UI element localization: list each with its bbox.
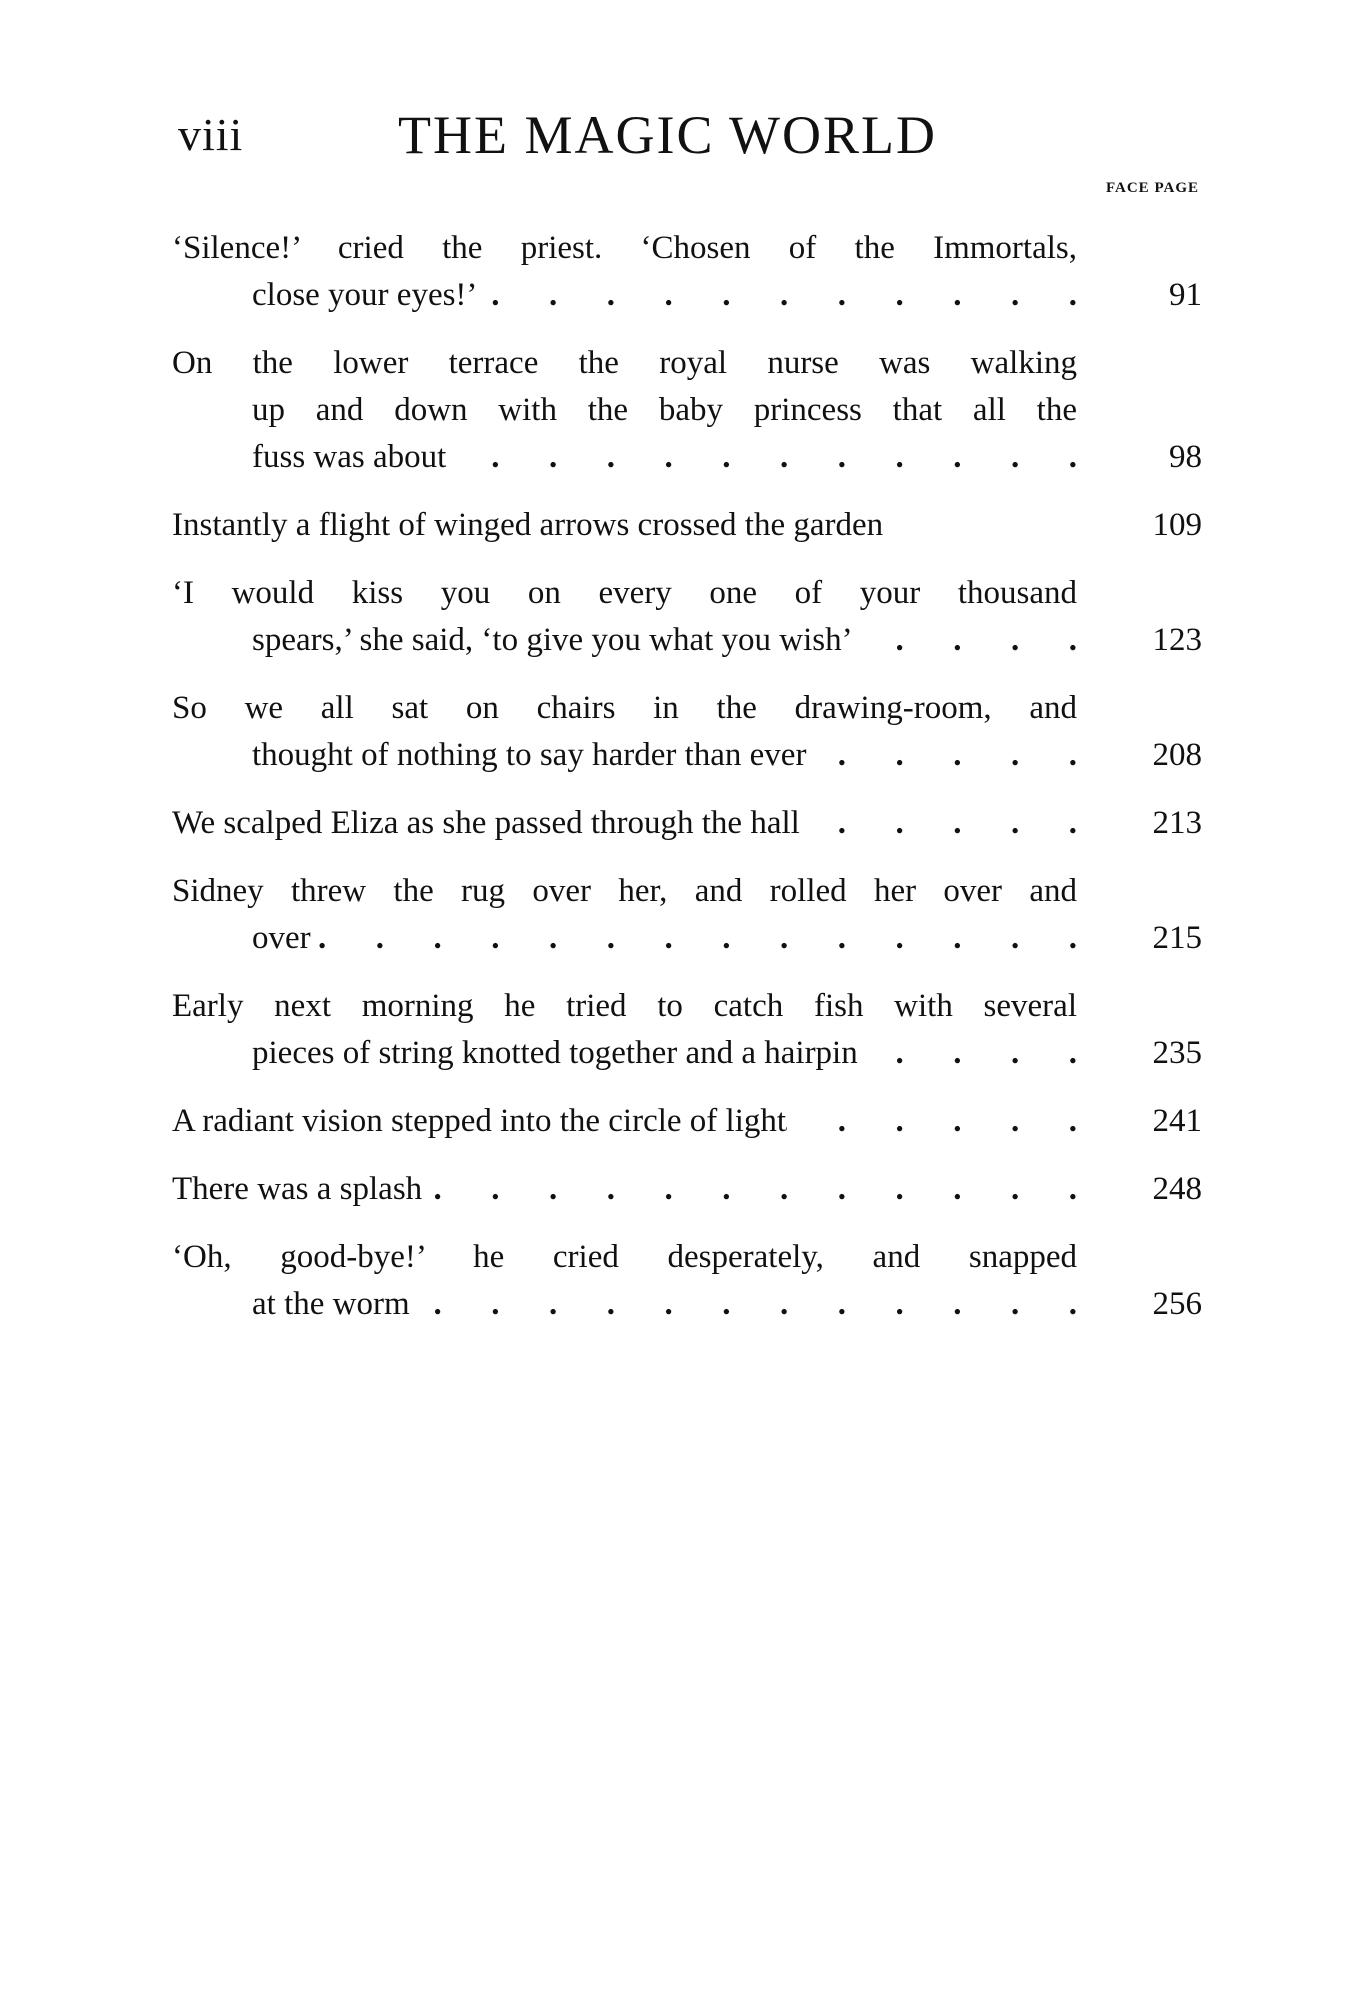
- caption-line: at the worm: [252, 1286, 410, 1322]
- page-reference: 91: [1169, 277, 1202, 313]
- caption-last-line: [172, 800, 1077, 847]
- caption-line: ‘I would kiss you on every one of your thousand: [172, 575, 1077, 611]
- caption-line: ‘Silence!’ cried the priest. ‘Chosen of the Immortals,: [172, 230, 1077, 266]
- caption-line: close your eyes!’: [252, 277, 478, 313]
- dot-leaders: [853, 617, 1077, 664]
- caption-line: Sidney threw the rug over her, and rolled her over and: [172, 873, 1077, 909]
- caption-last-line: [172, 915, 1077, 962]
- list-item: [172, 225, 1202, 319]
- illustration-caption: [172, 225, 1077, 319]
- caption-last-line: [172, 1281, 1077, 1328]
- caption-last-line: [172, 434, 1077, 481]
- illustration-caption: [172, 1098, 1077, 1145]
- list-item: [172, 1098, 1202, 1145]
- page-reference: 109: [1152, 507, 1202, 543]
- list-item: [172, 983, 1202, 1077]
- caption-last-line: [172, 1166, 1077, 1213]
- dot-leaders: [477, 272, 1077, 319]
- caption-line: spears,’ she said, ‘to give you what you wish’: [252, 622, 853, 658]
- caption-last-line: [172, 502, 1077, 549]
- caption-line: thought of nothing to say harder than ever: [252, 737, 807, 773]
- caption-line: We scalped Eliza as she passed through the hall: [172, 805, 800, 841]
- caption-line: Instantly a flight of winged arrows crossed the garden: [172, 507, 884, 543]
- list-item: [172, 1166, 1202, 1213]
- dot-leaders: [858, 1030, 1077, 1077]
- dot-leaders: [786, 1098, 1077, 1145]
- caption-last-line: [172, 1098, 1077, 1145]
- page-reference: 256: [1152, 1286, 1202, 1322]
- list-item: [172, 1234, 1202, 1328]
- caption-line: So we all sat on chairs in the drawing-room, and: [172, 690, 1077, 726]
- page-number: viii: [178, 109, 244, 160]
- list-item: [172, 800, 1202, 847]
- caption-line: fuss was about: [252, 439, 447, 475]
- dot-leaders: [410, 1281, 1077, 1328]
- illustration-caption: [172, 685, 1077, 779]
- running-head-title: THE MAGIC WORLD: [398, 105, 937, 165]
- caption-last-line: [172, 617, 1077, 664]
- illustration-caption: [172, 983, 1077, 1077]
- list-item: [172, 685, 1202, 779]
- caption-line: A radiant vision stepped into the circle of light: [172, 1103, 787, 1139]
- caption-last-line: [172, 272, 1077, 319]
- list-item: [172, 502, 1202, 549]
- page-reference: 98: [1169, 439, 1202, 475]
- illustration-caption: [172, 570, 1077, 664]
- dot-leaders: [422, 1166, 1077, 1213]
- dot-leaders: [800, 800, 1077, 847]
- dot-leaders: [806, 732, 1077, 779]
- caption-line: There was a splash: [172, 1171, 423, 1207]
- caption-line: pieces of string knotted together and a hairpin: [252, 1035, 858, 1071]
- illustration-caption: [172, 1166, 1077, 1213]
- illustration-caption: [172, 1234, 1077, 1328]
- illustrations-list: [172, 225, 1202, 1349]
- page-reference: 213: [1152, 805, 1202, 841]
- caption-line: Early next morning he tried to catch fish with several: [172, 988, 1077, 1024]
- page-reference: 123: [1152, 622, 1202, 658]
- caption-line: up and down with the baby princess that all the: [252, 392, 1077, 428]
- page-reference: 248: [1152, 1171, 1202, 1207]
- illustration-caption: [172, 502, 1077, 549]
- face-page-column-label: FACE PAGE: [1105, 180, 1199, 196]
- dot-leaders: [311, 915, 1077, 962]
- page-reference: 208: [1152, 737, 1202, 773]
- list-item: [172, 868, 1202, 962]
- page-reference: 241: [1152, 1103, 1202, 1139]
- illustration-caption: [172, 868, 1077, 962]
- page-reference: 215: [1152, 920, 1202, 956]
- dot-leaders: [446, 434, 1077, 481]
- illustration-caption: [172, 340, 1077, 481]
- caption-line: over: [252, 920, 311, 956]
- list-item: [172, 570, 1202, 664]
- caption-last-line: [172, 732, 1077, 779]
- caption-last-line: [172, 1030, 1077, 1077]
- list-item: [172, 340, 1202, 481]
- illustration-caption: [172, 800, 1077, 847]
- caption-line: ‘Oh, good-bye!’ he cried desperately, and snapped: [172, 1239, 1077, 1275]
- page-reference: 235: [1152, 1035, 1202, 1071]
- caption-line: On the lower terrace the royal nurse was walking: [172, 345, 1077, 381]
